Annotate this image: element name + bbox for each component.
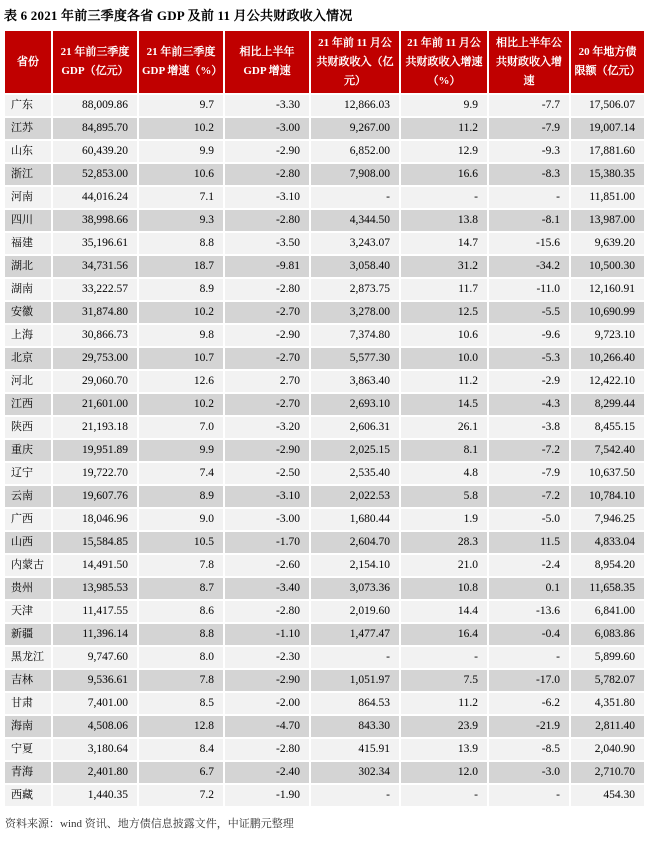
value-cell: 2,873.75 <box>311 279 399 300</box>
table-row <box>5 256 644 277</box>
value-cell: -21.9 <box>489 716 569 737</box>
value-cell: -7.7 <box>489 95 569 116</box>
value-cell: - <box>489 785 569 806</box>
value-cell: -2.70 <box>225 394 309 415</box>
value-cell: -3.20 <box>225 417 309 438</box>
table-row <box>5 647 644 668</box>
col-header-revenue-growth: 21 年前 11 月公共财政收入增速（%） <box>401 31 487 93</box>
value-cell: 16.4 <box>401 624 487 645</box>
value-cell: -7.2 <box>489 440 569 461</box>
table-row <box>5 348 644 369</box>
value-cell: 454.30 <box>571 785 644 806</box>
value-cell: 4,351.80 <box>571 693 644 714</box>
value-cell: 38,998.66 <box>53 210 137 231</box>
province-cell: 福建 <box>5 233 51 254</box>
province-cell: 江苏 <box>5 118 51 139</box>
table-row <box>5 693 644 714</box>
province-cell: 海南 <box>5 716 51 737</box>
value-cell: -11.0 <box>489 279 569 300</box>
value-cell: 14.7 <box>401 233 487 254</box>
value-cell: 2,154.10 <box>311 555 399 576</box>
province-cell: 河南 <box>5 187 51 208</box>
value-cell: 1,051.97 <box>311 670 399 691</box>
value-cell: -17.0 <box>489 670 569 691</box>
value-cell: 11.2 <box>401 118 487 139</box>
value-cell: 10,690.99 <box>571 302 644 323</box>
value-cell: 19,007.14 <box>571 118 644 139</box>
col-header-gdp-growth-vs-h1: 相比上半年 GDP 增速 <box>225 31 309 93</box>
table-row <box>5 440 644 461</box>
table-row <box>5 739 644 760</box>
value-cell: 7.8 <box>139 670 223 691</box>
value-cell: 10,266.40 <box>571 348 644 369</box>
value-cell: 18.7 <box>139 256 223 277</box>
value-cell: 415.91 <box>311 739 399 760</box>
table-row <box>5 325 644 346</box>
value-cell: 28.3 <box>401 532 487 553</box>
province-cell: 黑龙江 <box>5 647 51 668</box>
value-cell: 44,016.24 <box>53 187 137 208</box>
value-cell: 2,811.40 <box>571 716 644 737</box>
value-cell: 12.0 <box>401 762 487 783</box>
value-cell: 9,267.00 <box>311 118 399 139</box>
value-cell: - <box>401 187 487 208</box>
value-cell: -1.10 <box>225 624 309 645</box>
value-cell: 11.2 <box>401 371 487 392</box>
table-row <box>5 716 644 737</box>
value-cell: 2.70 <box>225 371 309 392</box>
value-cell: -0.4 <box>489 624 569 645</box>
col-header-gdp-growth: 21 年前三季度 GDP 增速（%） <box>139 31 223 93</box>
value-cell: 10.2 <box>139 394 223 415</box>
value-cell: 84,895.70 <box>53 118 137 139</box>
value-cell: - <box>489 187 569 208</box>
value-cell: 13.8 <box>401 210 487 231</box>
value-cell: -1.90 <box>225 785 309 806</box>
value-cell: 12.5 <box>401 302 487 323</box>
value-cell: 3,243.07 <box>311 233 399 254</box>
value-cell: -3.00 <box>225 118 309 139</box>
value-cell: 7,401.00 <box>53 693 137 714</box>
value-cell: 2,019.60 <box>311 601 399 622</box>
table-row <box>5 141 644 162</box>
province-cell: 江西 <box>5 394 51 415</box>
value-cell: 7.5 <box>401 670 487 691</box>
value-cell: 26.1 <box>401 417 487 438</box>
value-cell: 11.2 <box>401 693 487 714</box>
value-cell: 8.8 <box>139 624 223 645</box>
value-cell: -8.5 <box>489 739 569 760</box>
value-cell: 16.6 <box>401 164 487 185</box>
value-cell: -8.3 <box>489 164 569 185</box>
value-cell: 5,577.30 <box>311 348 399 369</box>
value-cell: 5,782.07 <box>571 670 644 691</box>
value-cell: 9,723.10 <box>571 325 644 346</box>
col-header-revenue-growth-vs-h1: 相比上半年公共财政收入增速 <box>489 31 569 93</box>
province-cell: 青海 <box>5 762 51 783</box>
table-row <box>5 601 644 622</box>
table-row <box>5 532 644 553</box>
value-cell: 8,455.15 <box>571 417 644 438</box>
value-cell: -2.4 <box>489 555 569 576</box>
value-cell: 6,852.00 <box>311 141 399 162</box>
value-cell: 12,160.91 <box>571 279 644 300</box>
value-cell: 2,535.40 <box>311 463 399 484</box>
value-cell: 10.8 <box>401 578 487 599</box>
value-cell: 9.8 <box>139 325 223 346</box>
value-cell: 864.53 <box>311 693 399 714</box>
value-cell: 7.1 <box>139 187 223 208</box>
value-cell: 10,500.30 <box>571 256 644 277</box>
value-cell: 33,222.57 <box>53 279 137 300</box>
value-cell: 30,866.73 <box>53 325 137 346</box>
value-cell: 31,874.80 <box>53 302 137 323</box>
value-cell: - <box>311 187 399 208</box>
province-cell: 内蒙古 <box>5 555 51 576</box>
value-cell: 2,025.15 <box>311 440 399 461</box>
value-cell: 13,985.53 <box>53 578 137 599</box>
value-cell: -3.0 <box>489 762 569 783</box>
value-cell: 7.0 <box>139 417 223 438</box>
value-cell: 7,374.80 <box>311 325 399 346</box>
table-row <box>5 785 644 806</box>
province-cell: 山东 <box>5 141 51 162</box>
table-row <box>5 624 644 645</box>
value-cell: 10.7 <box>139 348 223 369</box>
table-row <box>5 210 644 231</box>
value-cell: 7.2 <box>139 785 223 806</box>
value-cell: 11,658.35 <box>571 578 644 599</box>
value-cell: 6,083.86 <box>571 624 644 645</box>
value-cell: 12.9 <box>401 141 487 162</box>
value-cell: 5.8 <box>401 486 487 507</box>
value-cell: 11.7 <box>401 279 487 300</box>
table-header-row <box>5 31 644 93</box>
value-cell: 9.0 <box>139 509 223 530</box>
value-cell: 18,046.96 <box>53 509 137 530</box>
value-cell: 302.34 <box>311 762 399 783</box>
province-cell: 甘肃 <box>5 693 51 714</box>
value-cell: 10,637.50 <box>571 463 644 484</box>
value-cell: 8.1 <box>401 440 487 461</box>
col-header-fiscal-revenue: 21 年前 11 月公共财政收入（亿元） <box>311 31 399 93</box>
value-cell: 6,841.00 <box>571 601 644 622</box>
value-cell: -15.6 <box>489 233 569 254</box>
table-row <box>5 394 644 415</box>
value-cell: 9.9 <box>139 440 223 461</box>
value-cell: 14.5 <box>401 394 487 415</box>
value-cell: 9,639.20 <box>571 233 644 254</box>
value-cell: 7,946.25 <box>571 509 644 530</box>
value-cell: -4.70 <box>225 716 309 737</box>
value-cell: 8.4 <box>139 739 223 760</box>
value-cell: 13,987.00 <box>571 210 644 231</box>
col-header-province: 省份 <box>5 31 51 93</box>
province-cell: 新疆 <box>5 624 51 645</box>
value-cell: 8.9 <box>139 279 223 300</box>
value-cell: 8.6 <box>139 601 223 622</box>
value-cell: 10.6 <box>139 164 223 185</box>
value-cell: -2.50 <box>225 463 309 484</box>
value-cell: 8.5 <box>139 693 223 714</box>
value-cell: 7,908.00 <box>311 164 399 185</box>
gdp-fiscal-revenue-table <box>3 29 646 808</box>
value-cell: 34,731.56 <box>53 256 137 277</box>
value-cell: 8.0 <box>139 647 223 668</box>
value-cell: 2,022.53 <box>311 486 399 507</box>
value-cell: -2.70 <box>225 348 309 369</box>
value-cell: 11,396.14 <box>53 624 137 645</box>
value-cell: 15,584.85 <box>53 532 137 553</box>
value-cell: -2.40 <box>225 762 309 783</box>
value-cell: -5.3 <box>489 348 569 369</box>
value-cell: - <box>401 785 487 806</box>
value-cell: 0.1 <box>489 578 569 599</box>
value-cell: 2,693.10 <box>311 394 399 415</box>
value-cell: 19,722.70 <box>53 463 137 484</box>
table-row <box>5 670 644 691</box>
province-cell: 吉林 <box>5 670 51 691</box>
value-cell: 7.4 <box>139 463 223 484</box>
table-row <box>5 279 644 300</box>
value-cell: 5,899.60 <box>571 647 644 668</box>
value-cell: -3.30 <box>225 95 309 116</box>
value-cell: 9.9 <box>401 95 487 116</box>
table-row <box>5 578 644 599</box>
value-cell: 11,417.55 <box>53 601 137 622</box>
value-cell: 35,196.61 <box>53 233 137 254</box>
table-row <box>5 187 644 208</box>
value-cell: 3,278.00 <box>311 302 399 323</box>
value-cell: 9.9 <box>139 141 223 162</box>
value-cell: 9.7 <box>139 95 223 116</box>
value-cell: 10.0 <box>401 348 487 369</box>
value-cell: 15,380.35 <box>571 164 644 185</box>
value-cell: -2.80 <box>225 739 309 760</box>
value-cell: -2.80 <box>225 210 309 231</box>
value-cell: 21,601.00 <box>53 394 137 415</box>
value-cell: -6.2 <box>489 693 569 714</box>
value-cell: 9,747.60 <box>53 647 137 668</box>
value-cell: -7.9 <box>489 118 569 139</box>
value-cell: -2.90 <box>225 325 309 346</box>
province-cell: 浙江 <box>5 164 51 185</box>
value-cell: 2,710.70 <box>571 762 644 783</box>
province-cell: 河北 <box>5 371 51 392</box>
value-cell: -2.80 <box>225 601 309 622</box>
value-cell: 9.3 <box>139 210 223 231</box>
value-cell: -9.81 <box>225 256 309 277</box>
value-cell: 31.2 <box>401 256 487 277</box>
table-row <box>5 555 644 576</box>
province-cell: 西藏 <box>5 785 51 806</box>
table-row <box>5 762 644 783</box>
value-cell: 3,180.64 <box>53 739 137 760</box>
value-cell: 10.2 <box>139 118 223 139</box>
value-cell: 14,491.50 <box>53 555 137 576</box>
value-cell: -5.0 <box>489 509 569 530</box>
table-title: 表 6 2021 年前三季度各省 GDP 及前 11 月公共财政收入情况 <box>4 8 353 23</box>
value-cell: -34.2 <box>489 256 569 277</box>
value-cell: 3,073.36 <box>311 578 399 599</box>
value-cell: 3,058.40 <box>311 256 399 277</box>
value-cell: 12,866.03 <box>311 95 399 116</box>
value-cell: 21,193.18 <box>53 417 137 438</box>
table-row <box>5 233 644 254</box>
value-cell: -7.9 <box>489 463 569 484</box>
value-cell: -3.50 <box>225 233 309 254</box>
value-cell: 60,439.20 <box>53 141 137 162</box>
value-cell: -2.70 <box>225 302 309 323</box>
table-row <box>5 371 644 392</box>
value-cell: -3.8 <box>489 417 569 438</box>
value-cell: 4,344.50 <box>311 210 399 231</box>
value-cell: -2.80 <box>225 279 309 300</box>
province-cell: 陕西 <box>5 417 51 438</box>
value-cell: -2.30 <box>225 647 309 668</box>
table-row <box>5 509 644 530</box>
value-cell: - <box>489 647 569 668</box>
value-cell: 17,881.60 <box>571 141 644 162</box>
value-cell: - <box>401 647 487 668</box>
value-cell: -2.9 <box>489 371 569 392</box>
value-cell: 12.6 <box>139 371 223 392</box>
value-cell: 10,784.10 <box>571 486 644 507</box>
value-cell: 10.6 <box>401 325 487 346</box>
province-cell: 湖南 <box>5 279 51 300</box>
col-header-gdp: 21 年前三季度 GDP（亿元） <box>53 31 137 93</box>
value-cell: - <box>311 647 399 668</box>
value-cell: -2.90 <box>225 670 309 691</box>
table-row <box>5 417 644 438</box>
value-cell: 23.9 <box>401 716 487 737</box>
value-cell: -9.3 <box>489 141 569 162</box>
source-note: 资料来源：wind 资讯、地方债信息披露文件，中证鹏元整理 <box>5 818 294 830</box>
value-cell: 2,606.31 <box>311 417 399 438</box>
value-cell: -5.5 <box>489 302 569 323</box>
table-row <box>5 486 644 507</box>
province-cell: 湖北 <box>5 256 51 277</box>
value-cell: -1.70 <box>225 532 309 553</box>
value-cell: -9.6 <box>489 325 569 346</box>
province-cell: 广西 <box>5 509 51 530</box>
value-cell: -2.90 <box>225 141 309 162</box>
province-cell: 宁夏 <box>5 739 51 760</box>
value-cell: 11.5 <box>489 532 569 553</box>
col-header-debt-limit: 20 年地方债限额（亿元） <box>571 31 644 93</box>
value-cell: 12,422.10 <box>571 371 644 392</box>
value-cell: 1,680.44 <box>311 509 399 530</box>
province-cell: 上海 <box>5 325 51 346</box>
value-cell: -3.10 <box>225 187 309 208</box>
value-cell: -2.00 <box>225 693 309 714</box>
value-cell: 19,951.89 <box>53 440 137 461</box>
value-cell: 9,536.61 <box>53 670 137 691</box>
value-cell: 12.8 <box>139 716 223 737</box>
value-cell: 8.9 <box>139 486 223 507</box>
province-cell: 北京 <box>5 348 51 369</box>
table-row <box>5 463 644 484</box>
value-cell: 1,477.47 <box>311 624 399 645</box>
value-cell: 1,440.35 <box>53 785 137 806</box>
value-cell: 843.30 <box>311 716 399 737</box>
value-cell: 4,833.04 <box>571 532 644 553</box>
province-cell: 辽宁 <box>5 463 51 484</box>
value-cell: 7.8 <box>139 555 223 576</box>
table-row <box>5 302 644 323</box>
value-cell: 8.8 <box>139 233 223 254</box>
value-cell: 21.0 <box>401 555 487 576</box>
value-cell: 10.5 <box>139 532 223 553</box>
value-cell: 3,863.40 <box>311 371 399 392</box>
value-cell: - <box>311 785 399 806</box>
value-cell: 6.7 <box>139 762 223 783</box>
value-cell: -3.40 <box>225 578 309 599</box>
value-cell: -3.00 <box>225 509 309 530</box>
province-cell: 广东 <box>5 95 51 116</box>
value-cell: 2,401.80 <box>53 762 137 783</box>
province-cell: 安徽 <box>5 302 51 323</box>
value-cell: 1.9 <box>401 509 487 530</box>
province-cell: 重庆 <box>5 440 51 461</box>
value-cell: -4.3 <box>489 394 569 415</box>
value-cell: -2.90 <box>225 440 309 461</box>
value-cell: 11,851.00 <box>571 187 644 208</box>
value-cell: 4.8 <box>401 463 487 484</box>
province-cell: 天津 <box>5 601 51 622</box>
value-cell: 4,508.06 <box>53 716 137 737</box>
value-cell: 19,607.76 <box>53 486 137 507</box>
value-cell: 29,753.00 <box>53 348 137 369</box>
value-cell: -7.2 <box>489 486 569 507</box>
value-cell: 10.2 <box>139 302 223 323</box>
province-cell: 四川 <box>5 210 51 231</box>
value-cell: 52,853.00 <box>53 164 137 185</box>
value-cell: -3.10 <box>225 486 309 507</box>
province-cell: 贵州 <box>5 578 51 599</box>
table-row <box>5 95 644 116</box>
value-cell: 14.4 <box>401 601 487 622</box>
value-cell: 29,060.70 <box>53 371 137 392</box>
value-cell: 13.9 <box>401 739 487 760</box>
value-cell: 8,954.20 <box>571 555 644 576</box>
value-cell: 88,009.86 <box>53 95 137 116</box>
value-cell: 17,506.07 <box>571 95 644 116</box>
table-row <box>5 164 644 185</box>
value-cell: 7,542.40 <box>571 440 644 461</box>
province-cell: 云南 <box>5 486 51 507</box>
value-cell: 2,604.70 <box>311 532 399 553</box>
value-cell: -13.6 <box>489 601 569 622</box>
table-row <box>5 118 644 139</box>
value-cell: -8.1 <box>489 210 569 231</box>
value-cell: 8.7 <box>139 578 223 599</box>
value-cell: 8,299.44 <box>571 394 644 415</box>
province-cell: 山西 <box>5 532 51 553</box>
value-cell: 2,040.90 <box>571 739 644 760</box>
value-cell: -2.60 <box>225 555 309 576</box>
value-cell: -2.80 <box>225 164 309 185</box>
